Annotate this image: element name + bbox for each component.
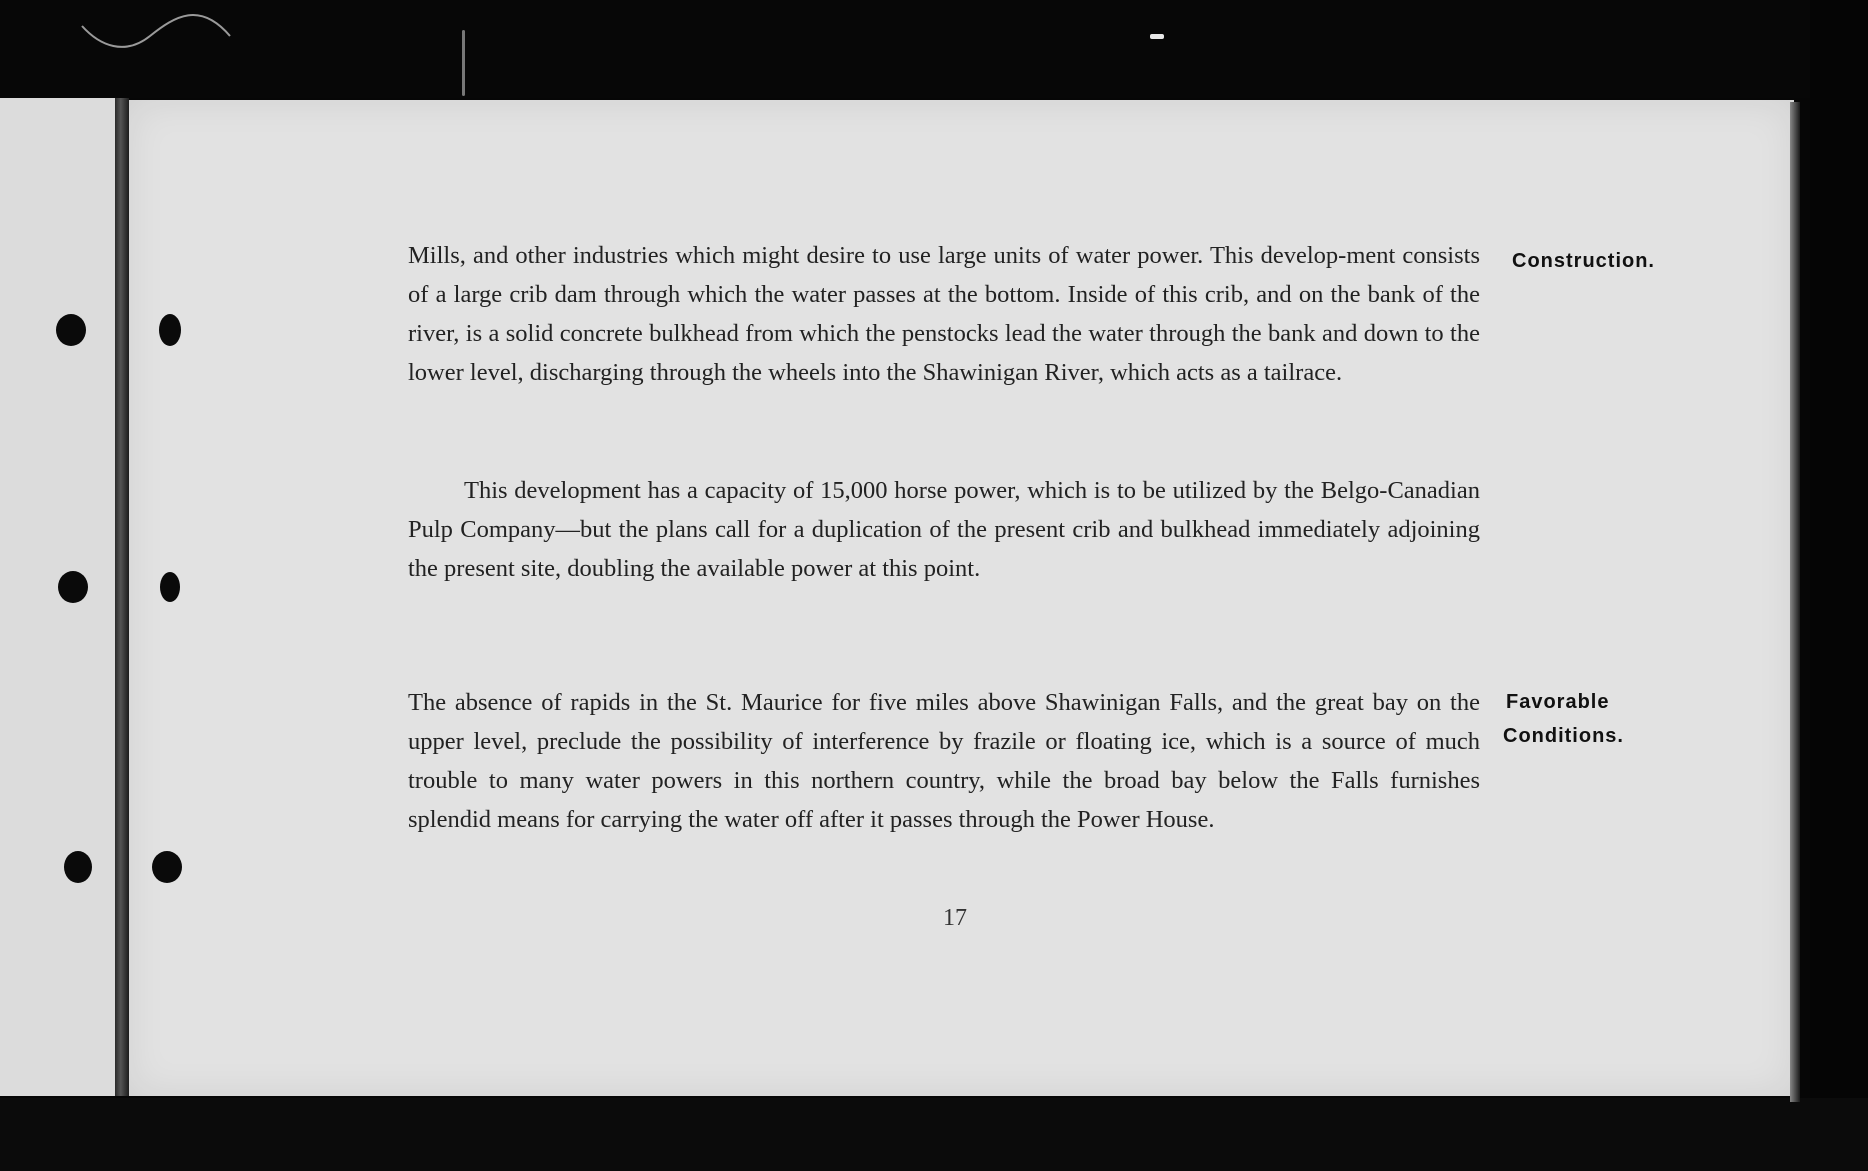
page-right-edge <box>1790 102 1800 1102</box>
binding-hole <box>58 571 88 603</box>
paragraph-capacity: This development has a capacity of 15,000 horse power, which is to be utilized by the Belgo-Canadian Pulp Company—but the plans call for a duplication of the present crib and bulkhead immediately adjoining the present site, doubling the available power at this point. <box>408 477 1480 582</box>
scan-background-right <box>1810 0 1868 1171</box>
page-number: 17 <box>943 905 967 931</box>
binding-hole <box>152 851 182 883</box>
scan-background-bottom <box>0 1098 1868 1171</box>
binding-hole <box>64 851 92 883</box>
binding-hole <box>159 314 181 346</box>
binding-hole <box>56 314 86 346</box>
paragraph-favorable-conditions: The absence of rapids in the St. Maurice for five miles above Shawinigan Falls, and the great bay on the upper level, preclude the possibility of interference by frazile or floating ice, which is a source of much trouble to many water powers in this northern country, while the broad bay below the Falls furnishes splendid means for carrying the water off after it passes through the Power House. <box>408 689 1480 833</box>
scan-artifact-curl <box>80 6 240 56</box>
facing-page-edge <box>0 98 120 1096</box>
binding-gutter <box>115 98 129 1096</box>
sidenote-conditions: Conditions. <box>1503 725 1624 747</box>
sidenote-construction: Construction. <box>1512 250 1655 272</box>
binding-hole <box>160 572 180 602</box>
paragraph-construction-details: Mills, and other industries which might desire to use large units of water power. This develop-ment consists of a large crib dam through which the water passes at the bottom. Inside of this crib, and on the bank of the river, is a solid concrete bulkhead from which the penstocks lead the water through the bank and down to the lower level, discharging through the wheels into the Shawinigan River, which acts as a tailrace. <box>408 242 1480 386</box>
sidenote-favorable: Favorable <box>1506 691 1610 713</box>
scan-speck <box>462 30 465 96</box>
scan-speck <box>1150 34 1164 39</box>
scan-background-top <box>0 0 1868 98</box>
